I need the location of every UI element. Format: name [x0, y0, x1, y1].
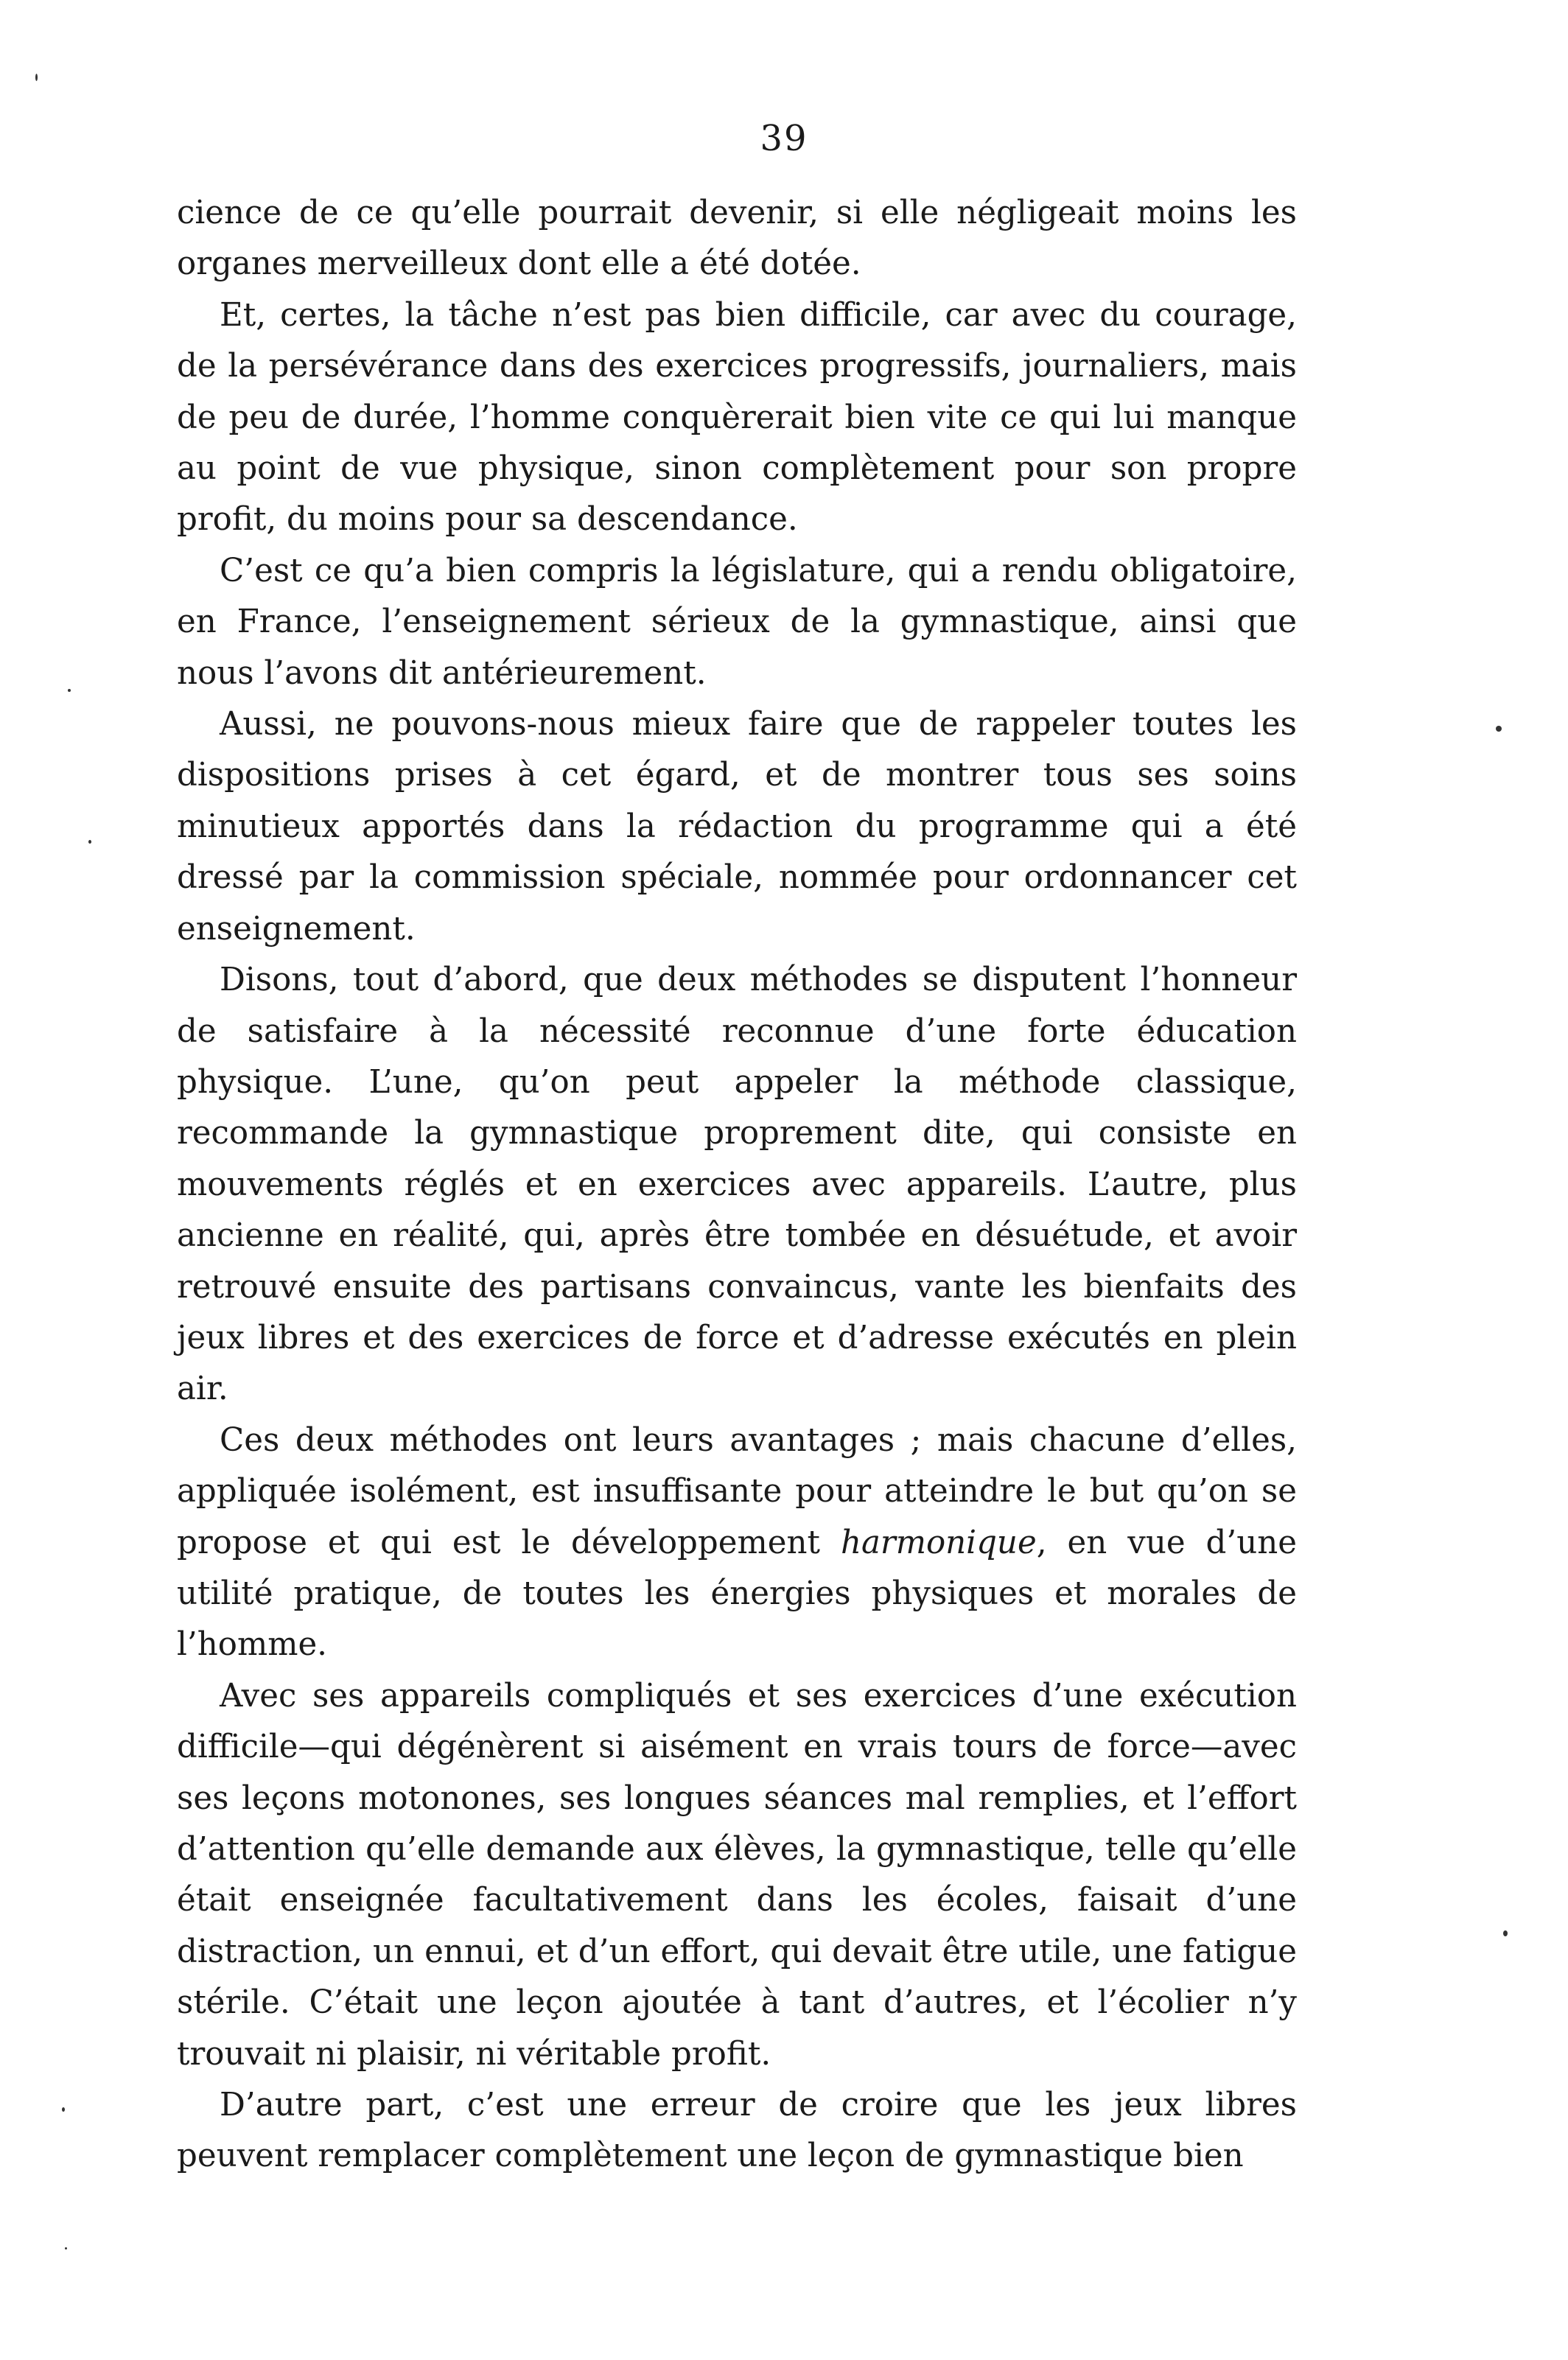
- paragraph-3: C’est ce qu’a bien compris la législature, qui a rendu obligatoire, en France, l’enseignement sérieux de la gymnastique, ainsi que nous l’avons dit antérieurement.: [177, 552, 1297, 692]
- scan-speck: [68, 689, 71, 692]
- scan-speck: [35, 74, 38, 81]
- paragraph-6-end: , en vue d’une utilité pratique, de toutes les énergies physiques et morales de l’homme.: [177, 1524, 1298, 1664]
- scan-speck: [1496, 726, 1502, 732]
- paragraph-6: [177, 1415, 1297, 1671]
- body-text: [177, 188, 1297, 2182]
- paragraph-2: Et, certes, la tâche n’est pas bien difficile, car avec du courage, de la persévérance dans des exercices progressifs, journaliers, mais de peu de durée, l’homme conquèrerait bien vite ce qui lui manque au point de vue physique, sinon complètement pour son propre profit, du moins pour sa descendance.: [177, 296, 1297, 539]
- scan-speck: [65, 2247, 67, 2249]
- paragraph-4: Aussi, ne pouvons-nous mieux faire que de rappeler toutes les dispositions prises à cet égard, et de montrer tous ses soins minutieux apportés dans la rédaction du programme qui a été dressé par la commission spéciale, nommée pour ordonnancer cet enseignement.: [177, 706, 1297, 948]
- scan-speck: [1503, 1930, 1508, 1936]
- paragraph-8: D’autre part, c’est une erreur de croire que les jeux libres peuvent remplacer complètement une leçon de gymnastique bien: [177, 2087, 1297, 2175]
- emphasis-harmonique: harmonique: [840, 1524, 1037, 1561]
- paragraph-1: cience de ce qu’elle pourrait devenir, si elle négligeait moins les organes merveilleux dont elle a été dotée.: [177, 195, 1297, 283]
- scan-speck: [88, 840, 91, 844]
- paragraph-5: Disons, tout d’abord, que deux méthodes se disputent l’honneur de satisfaire à la nécessité reconnue d’une forte éducation physique. L’une, qu’on peut appeler la méthode classique, recommande la gymnastique proprement dite, qui consiste en mouvements réglés et en exercices avec appareils. L’autre, plus ancienne en réalité, qui, après être tombée en désuétude, et avoir retrouvé ensuite des partisans convaincus, vante les bienfaits des jeux libres et des exercices de force et d’adresse exécutés en plein air.: [177, 962, 1297, 1408]
- page-number: 39: [760, 118, 808, 159]
- paragraph-6-start: Ces deux méthodes ont leurs avantages ; mais chacune d’elles, appliquée isolément, est insuffisante pour atteindre le but qu’on se propose et qui est le développement: [177, 1421, 1297, 1561]
- scan-speck: [62, 2107, 65, 2112]
- paragraph-7: Avec ses appareils compliqués et ses exercices d’une exécution difficile—qui dégénèrent si aisément en vrais tours de force—avec ses leçons motonones, ses longues séances mal remplies, et l’effort d’attention qu’elle demande aux élèves, la gymnastique, telle qu’elle était enseignée facultativement dans les écoles, faisait d’une distraction, un ennui, et d’un effort, qui devait être utile, une fatigue stérile. C’était une leçon ajoutée à tant d’autres, et l’écolier n’y trouvait ni plaisir, ni véritable profit.: [177, 1677, 1297, 2073]
